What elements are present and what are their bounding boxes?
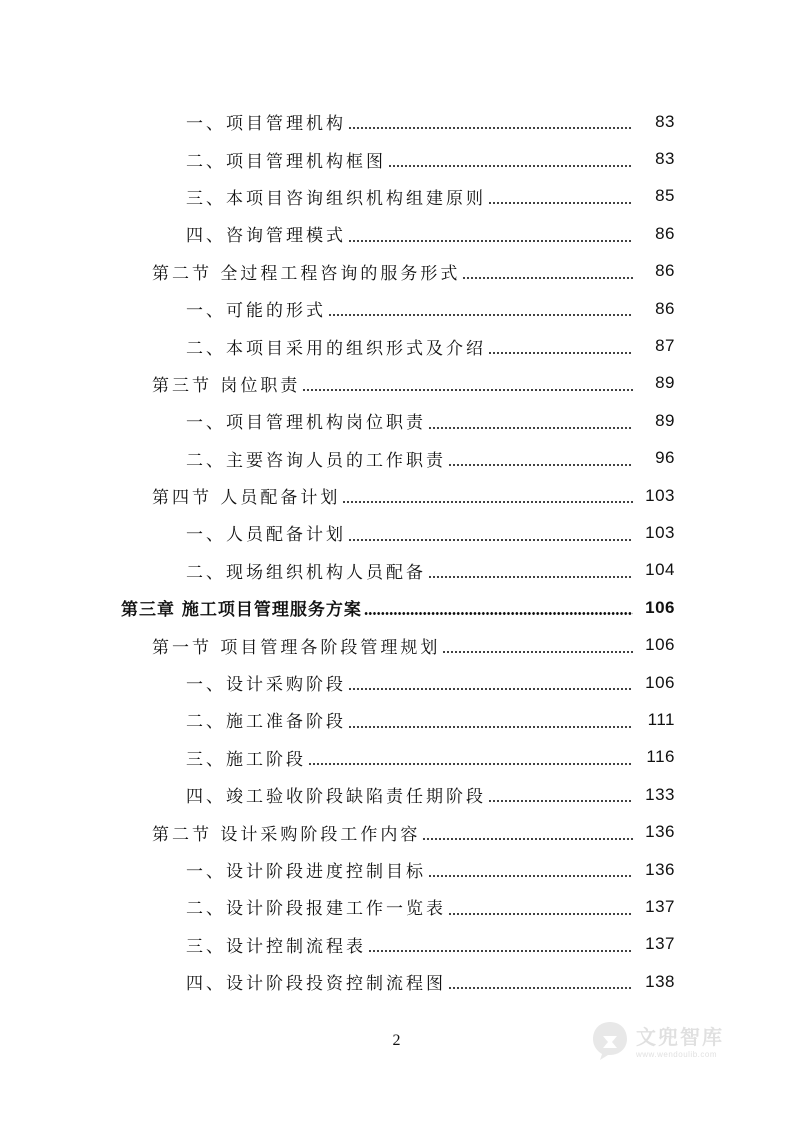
toc-entry-label: 一、设计阶段进度控制目标 (186, 862, 426, 882)
toc-entry-page: 96 (655, 448, 675, 468)
toc-entry[interactable] (0, 926, 793, 963)
page-number: 2 (392, 1032, 401, 1049)
toc-dot-leader (348, 240, 633, 242)
toc-entry[interactable] (0, 701, 793, 738)
toc-entry-label: 三、本项目咨询组织机构组建原则 (186, 188, 486, 209)
toc-dot-leader (488, 352, 633, 354)
toc-entry-page: 104 (645, 560, 675, 580)
toc-entry-label: 二、现场组织机构人员配备 (186, 562, 426, 583)
toc-entry[interactable] (0, 215, 793, 252)
toc-dot-leader (428, 576, 633, 578)
toc-entry[interactable] (0, 178, 793, 215)
toc-dot-leader (462, 277, 633, 279)
toc-entry-page: 106 (645, 597, 675, 617)
toc-entry[interactable] (0, 851, 793, 888)
toc-entry-page: 116 (646, 747, 675, 767)
toc-entry-label: 第二节 全过程工程咨询的服务形式 (152, 263, 461, 284)
toc-entry-label: 二、设计阶段报建工作一览表 (186, 899, 446, 920)
toc-dot-leader (428, 427, 633, 429)
toc-entry[interactable] (0, 739, 793, 776)
wendou-logo-icon (588, 1018, 632, 1062)
toc-dot-leader (488, 800, 633, 802)
toc-entry-label: 三、施工阶段 (186, 749, 306, 770)
toc-entry[interactable] (0, 589, 793, 626)
toc-entry-label: 第三节 岗位职责 (152, 375, 301, 396)
toc-entry-label: 一、项目管理机构岗位职责 (186, 413, 426, 434)
toc-entry[interactable] (0, 402, 793, 439)
toc-dot-leader (488, 202, 633, 204)
toc-entry-page: 106 (645, 672, 675, 692)
toc-entry-label: 第四节 人员配备计划 (152, 488, 341, 509)
toc-dot-leader (348, 127, 633, 129)
toc-entry-page: 133 (645, 784, 675, 804)
toc-dot-leader (448, 987, 633, 989)
toc-entry[interactable] (0, 514, 793, 551)
toc-entry[interactable] (0, 888, 793, 925)
toc-entry-label: 三、设计控制流程表 (186, 936, 366, 957)
toc-dot-leader (442, 651, 633, 653)
toc-entry-label: 二、主要咨询人员的工作职责 (186, 450, 446, 471)
toc-dot-leader (328, 314, 633, 316)
watermark-title: 文兜智库 (636, 1025, 724, 1049)
toc-entry-label: 第三章 施工项目管理服务方案 (121, 600, 362, 621)
toc-dot-leader (348, 726, 633, 728)
toc-dot-leader (368, 950, 633, 952)
toc-entry-label: 一、项目管理机构 (186, 114, 346, 135)
toc-entry[interactable] (0, 365, 793, 402)
toc-entry-page: 103 (645, 522, 675, 542)
toc-entry-page: 85 (655, 186, 675, 206)
toc-entry[interactable] (0, 327, 793, 364)
toc-entry-page: 86 (655, 261, 675, 281)
toc-entry[interactable] (0, 963, 793, 1000)
toc-entry[interactable] (0, 813, 793, 850)
toc-entry-label: 第二节 设计采购阶段工作内容 (152, 824, 421, 845)
toc-dot-leader (428, 875, 633, 877)
toc-entry-label: 一、可能的形式 (186, 301, 326, 322)
toc-entry[interactable] (0, 776, 793, 813)
toc-entry[interactable] (0, 477, 793, 514)
toc-entry-page: 83 (655, 111, 675, 131)
toc-entry-page: 137 (645, 896, 675, 916)
toc-dot-leader (388, 165, 633, 167)
toc-entry-page: 106 (645, 635, 675, 655)
toc-entry[interactable] (0, 253, 793, 290)
toc-entry-label: 一、设计采购阶段 (186, 675, 346, 696)
toc-entry[interactable] (0, 626, 793, 663)
toc-entry[interactable] (0, 664, 793, 701)
toc-entry-label: 四、设计阶段投资控制流程图 (186, 974, 446, 995)
watermark-text (636, 1021, 724, 1059)
toc-entry-page: 86 (655, 298, 675, 318)
toc-entry-page: 89 (655, 373, 675, 393)
toc-entry[interactable] (0, 103, 793, 140)
toc-dot-leader (448, 464, 633, 466)
toc-dot-leader (448, 913, 633, 915)
toc-dot-leader (302, 389, 633, 391)
toc-entry-page: 87 (655, 336, 675, 356)
toc-entry-page: 137 (645, 934, 675, 954)
toc-entry-label: 二、本项目采用的组织形式及介绍 (186, 338, 486, 359)
toc-entry-page: 86 (655, 223, 675, 243)
toc-entry-label: 一、人员配备计划 (186, 525, 346, 546)
toc-entry[interactable] (0, 552, 793, 589)
toc-entry-page: 111 (647, 709, 675, 729)
toc-entry-page: 136 (645, 822, 675, 842)
watermark (588, 1018, 724, 1062)
toc-dot-leader (308, 763, 633, 765)
toc-entry-page: 103 (645, 485, 675, 505)
toc-entry-label: 二、项目管理机构框图 (186, 151, 386, 172)
toc-dot-leader (348, 539, 633, 541)
toc-entry[interactable] (0, 140, 793, 177)
toc-entry-page: 136 (645, 859, 675, 879)
toc-dot-leader (342, 501, 633, 503)
toc-entry-label: 四、咨询管理模式 (186, 226, 346, 247)
toc-entry[interactable] (0, 290, 793, 327)
toc-entry-page: 83 (655, 149, 675, 169)
watermark-subtitle: www.wendoulib.com (636, 1050, 717, 1059)
table-of-contents (0, 103, 793, 1000)
toc-dot-leader (364, 612, 633, 615)
toc-entry-page: 138 (645, 971, 675, 991)
toc-dot-leader (422, 838, 633, 840)
toc-entry-label: 第一节 项目管理各阶段管理规划 (152, 637, 441, 658)
toc-entry[interactable] (0, 440, 793, 477)
toc-entry-label: 二、施工准备阶段 (186, 712, 346, 733)
toc-entry-page: 89 (655, 410, 675, 430)
toc-dot-leader (348, 688, 633, 690)
toc-entry-label: 四、竣工验收阶段缺陷责任期阶段 (186, 787, 486, 808)
